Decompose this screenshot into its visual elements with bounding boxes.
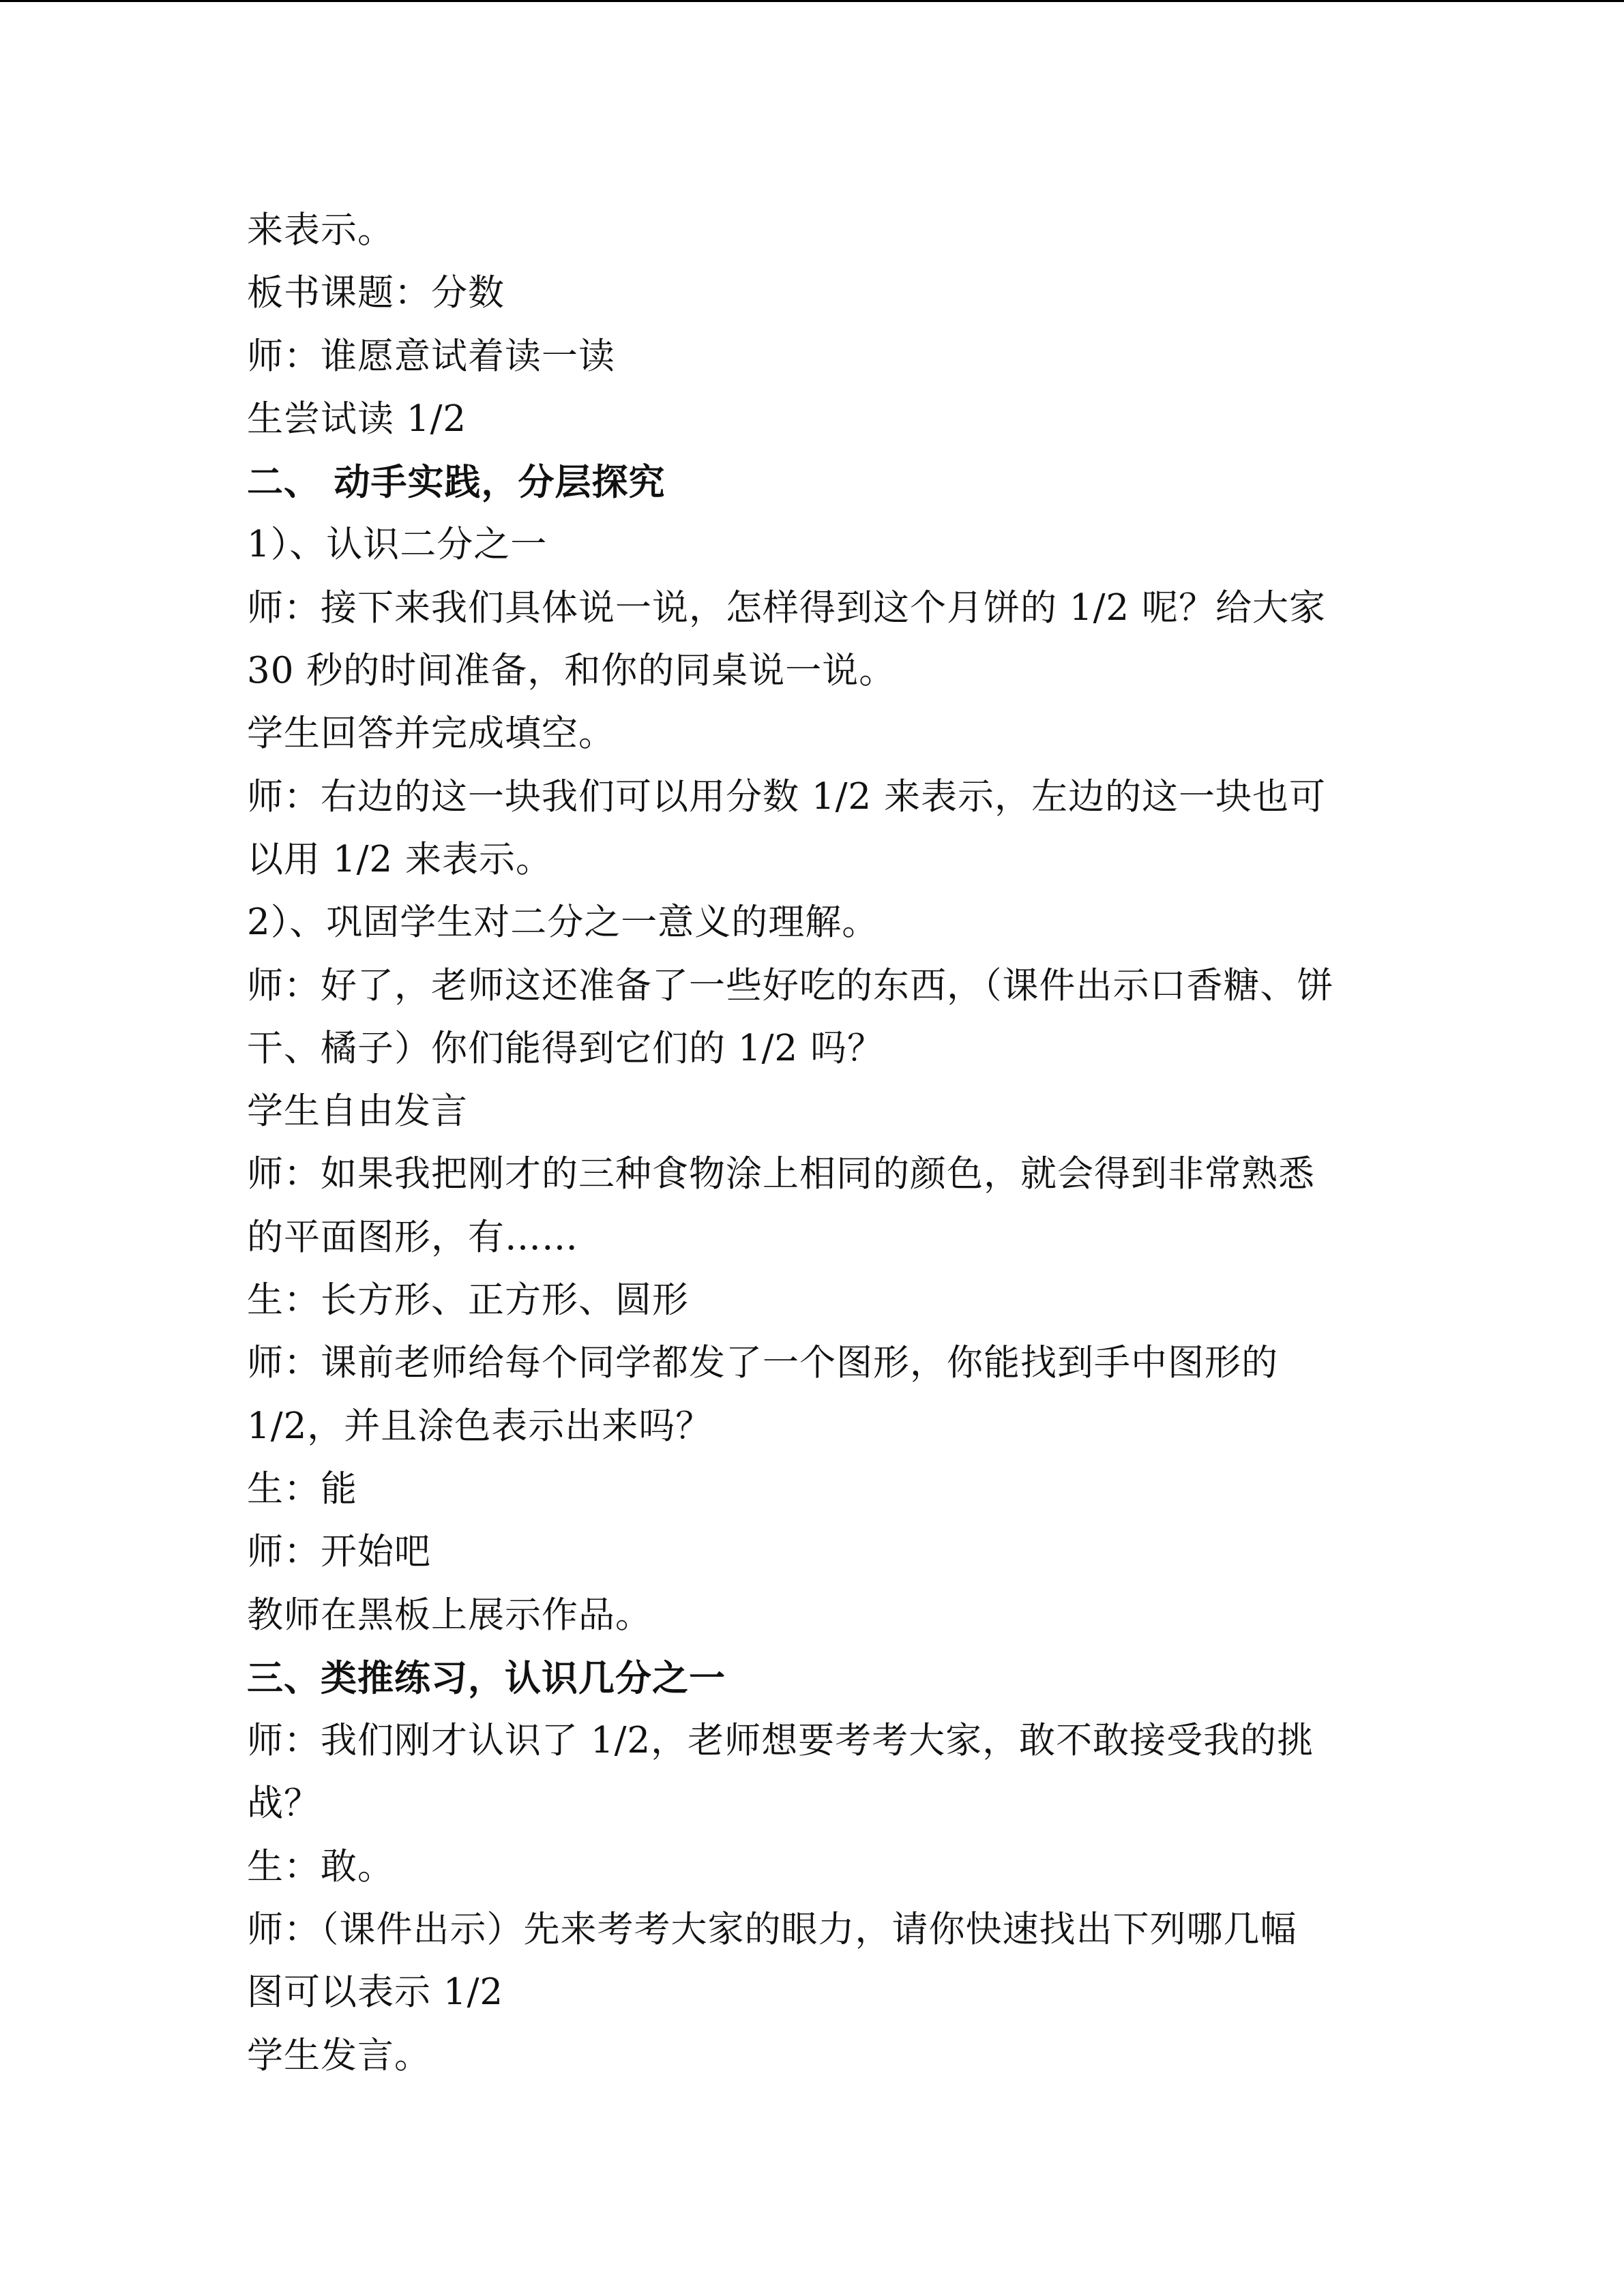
text-line: 师：课前老师给每个同学都发了一个图形，你能找到手中图形的 [247,1342,1278,1384]
page-top-border [0,0,1624,2]
text-line: 师：如果我把刚才的三种食物涂上相同的颜色，就会得到非常熟悉 [247,1153,1315,1195]
text-line: 的平面图形，有…… [247,1216,578,1258]
text-line: 1/2，并且涂色表示出来吗？ [247,1405,713,1447]
document-body [247,199,1379,2087]
text-line: 战？ [247,1783,321,1825]
text-line: 生：敢。 [247,1845,394,1888]
text-line: 学生回答并完成填空。 [247,713,615,755]
text-line: 师：右边的这一块我们可以用分数 1/2 来表示，左边的这一块也可 [247,775,1326,818]
text-line: 师：我们刚才认识了 1/2，老师想要考考大家，敢不敢接受我的挑 [247,1720,1314,1762]
text-line: 以用 1/2 来表示。 [247,838,552,880]
text-line: 干、橘子）你们能得到它们的 1/2 吗？ [247,1027,884,1069]
text-line: 学生自由发言 [247,1090,468,1133]
text-line: 2）、巩固学生对二分之一意义的理解。 [247,901,879,944]
text-line: 生：能 [247,1467,357,1510]
text-line: 生尝试读 1/2 [247,398,467,440]
text-line: 师：谁愿意试着读一读 [247,335,615,377]
text-line: 教师在黑板上展示作品。 [247,1594,652,1636]
text-line: 板书课题：分数 [247,272,505,314]
text-line: 1）、认识二分之一 [247,524,548,566]
section-heading: 二、 动手实践，分层探究 [247,461,666,504]
text-line: 师：好了，老师这还准备了一些好吃的东西，（课件出示口香糖、饼 [247,964,1334,1007]
text-line: 师：接下来我们具体说一说，怎样得到这个月饼的 1/2 呢？给大家 [247,586,1326,629]
text-line: 师：开始吧 [247,1531,431,1573]
text-line: 30 秒的时间准备，和你的同桌说一说。 [247,650,896,692]
text-line: 生：长方形、正方形、圆形 [247,1279,689,1322]
section-heading: 三、类推练习，认识几分之一 [247,1656,726,1699]
text-line: 师：（课件出示）先来考考大家的眼力，请你快速找出下列哪几幅 [247,1909,1297,1951]
text-line: 来表示。 [247,209,394,251]
text-line: 学生发言。 [247,2034,431,2076]
text-line: 图可以表示 1/2 [247,1971,504,2014]
